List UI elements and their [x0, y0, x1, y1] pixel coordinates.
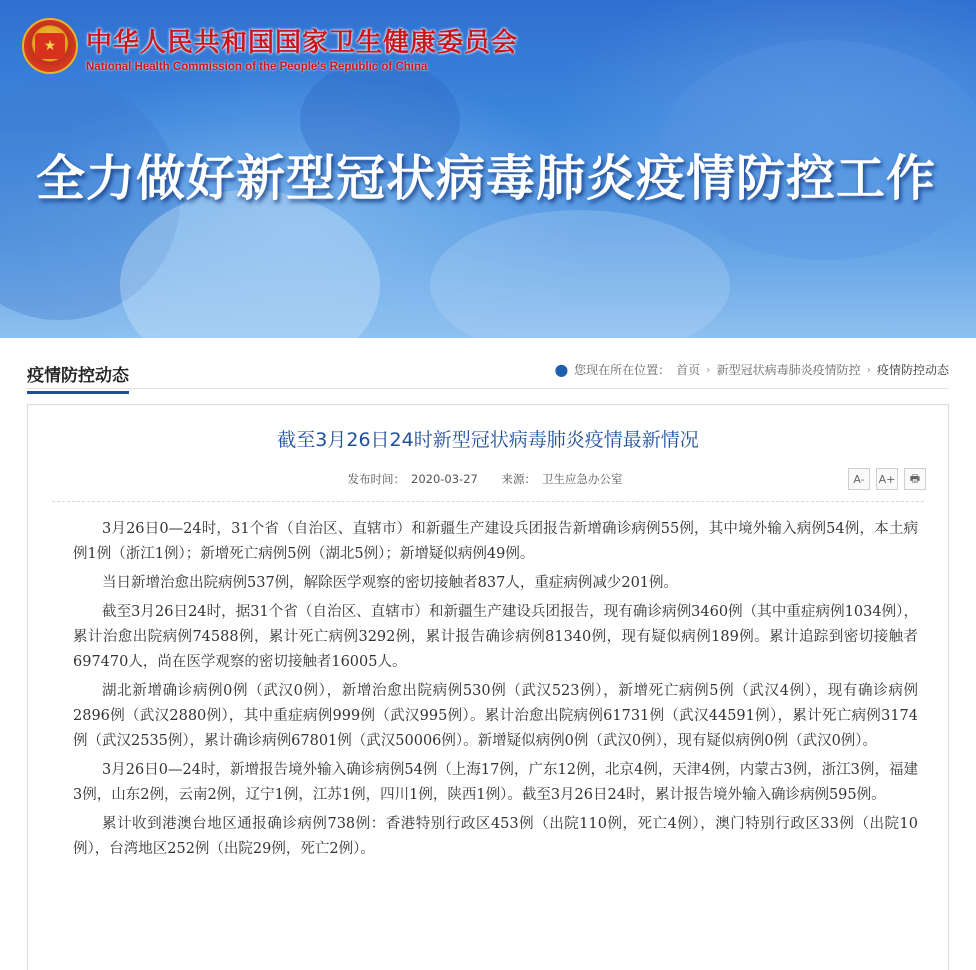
banner-slogan: 全力做好新型冠状病毒肺炎疫情防控工作 — [36, 150, 937, 207]
font-decrease-button[interactable]: A- — [848, 468, 870, 490]
breadcrumb-prefix: 您现在所在位置： — [574, 363, 671, 377]
location-pin-icon: ⬤ — [554, 362, 569, 377]
breadcrumb-item-covid[interactable]: 新型冠状病毒肺炎疫情防控 — [716, 363, 861, 377]
article-meta — [28, 471, 948, 487]
banner-decoration — [430, 210, 730, 338]
header-banner — [0, 0, 976, 338]
publish-date-label: 发布时间： — [347, 472, 405, 486]
source-label: 来源： — [501, 472, 536, 486]
org-name-en[interactable]: National Health Commission of the People's Republic of China — [86, 61, 428, 73]
print-icon[interactable]: 🖶 — [904, 468, 926, 490]
article-tools — [848, 468, 926, 490]
article-paragraph: 3月26日0—24时，31个省（自治区、直辖市）和新疆生产建设兵团报告新增确诊病例55例，其中境外输入病例54例，本土病例1例（浙江1例）；新增死亡病例5例（湖北5例）；新增疑似病例49例。 — [73, 521, 918, 562]
article-title: 截至3月26日24时新型冠状病毒肺炎疫情最新情况 — [277, 429, 699, 451]
section-title[interactable]: 疫情防控动态 — [27, 361, 129, 394]
article-paragraph: 当日新增治愈出院病例537例，解除医学观察的密切接触者837人，重症病例减少201例。 — [102, 575, 679, 591]
article-paragraph: 截至3月26日24时，据31个省（自治区、直辖市）和新疆生产建设兵团报告，现有确诊病例3460例（其中重症病例1034例），累计治愈出院病例74588例，累计死亡病例3292例，累计报告确诊病例81340例，现有疑似病例189例。累计追踪到密切接触者697470人，尚在医学观察的密切接触者16005人。 — [73, 604, 918, 670]
article-paragraph: 累计收到港澳台地区通报确诊病例738例：香港特别行政区453例（出院110例，死亡4例），澳门特别行政区33例（出院10例），台湾地区252例（出院29例，死亡2例）。 — [73, 816, 918, 857]
article-paragraph: 3月26日0—24时，新增报告境外输入确诊病例54例（上海17例，广东12例，北京4例，天津4例，内蒙古3例，浙江3例，福建3例，山东2例，云南2例，辽宁1例，江苏1例，四川1例，陕西1例）。截至3月26日24时，累计报告境外输入确诊病例595例。 — [73, 762, 918, 803]
section-header — [27, 355, 949, 389]
divider — [52, 501, 924, 502]
emblem-star-icon: ★ — [35, 33, 65, 59]
article-card — [27, 404, 949, 970]
source-value: 卫生应急办公室 — [542, 472, 623, 486]
font-increase-button[interactable]: A+ — [876, 468, 898, 490]
breadcrumb — [555, 361, 949, 378]
chevron-right-icon: › — [866, 363, 871, 376]
article-body — [73, 517, 918, 866]
publish-date: 2020-03-27 — [411, 472, 478, 486]
chevron-right-icon: › — [706, 363, 711, 376]
breadcrumb-item-current[interactable]: 疫情防控动态 — [876, 363, 949, 377]
org-name-cn[interactable]: 中华人民共和国国家卫生健康委员会 — [86, 28, 519, 58]
national-emblem-icon[interactable] — [22, 18, 78, 74]
breadcrumb-item-home[interactable]: 首页 — [676, 363, 701, 377]
article-paragraph: 湖北新增确诊病例0例（武汉0例），新增治愈出院病例530例（武汉523例），新增死亡病例5例（武汉4例），现有确诊病例2896例（武汉2880例），其中重症病例999例（武汉995例）。累计治愈出院病例61731例（武汉44591例），累计死亡病例3174例（武汉2535例），累计确诊病例67801例（武汉50006例）。新增疑似病例0例（武汉0例），现有疑似病例0例（武汉0例）。 — [73, 683, 918, 749]
